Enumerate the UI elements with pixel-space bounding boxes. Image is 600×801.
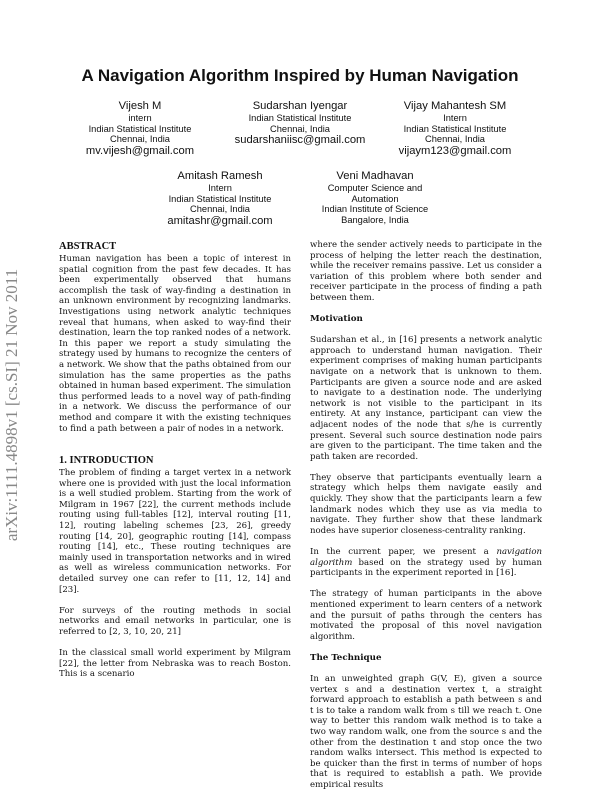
author-location: Chennai, India [110, 134, 170, 144]
paragraph: For surveys of the routing methods in social networks and email networks in particular, one is referred to [2, 3, 10, 20, 21] [59, 605, 291, 637]
technique-heading: The Technique [310, 652, 382, 663]
paragraph: In the classical small world experiment by Milgram [22], the letter from Nebraska was to reach Boston. This is a scenario [59, 648, 291, 680]
author-affiliation: Indian Statistical Institute [403, 123, 507, 134]
author-email: amitashr@gmail.com [167, 214, 273, 227]
author-affiliation: Indian Statistical Institute [248, 113, 352, 123]
paragraph: Sudarshan et al., in [16] presents a network analytic approach to understand human navigation. Their experiment comprises of making human participants navigate on a network that is unknown to them. Participants are given a source node and are asked to navigate to a destination node. The underlying network is not visible to the participant in its entirety. At any instance, participant can view the adjacent nodes of the node that s/he is currently present. Several such source destination node pairs are given to the participant. The time taken and the path taken are recorded. [310, 335, 542, 462]
motivation-heading: Motivation [310, 314, 363, 325]
author-department: Automation [351, 193, 399, 204]
right-column [310, 240, 542, 801]
author-affiliation: Indian Statistical Institute [168, 193, 272, 204]
left-column [59, 240, 291, 691]
abstract-text: Human navigation has been a topic of interest in spatial cognition from the past few decades. It has been experimentally observed that humans accomplish the task of way-finding a destination in an unknown environment by recognizing landmarks. Investigations using network analytic techniques reveal that humans, when asked to way-find their destination, learn the top ranked nodes of a network. In this paper we report a study simulating the strategy used by humans to recognize the centers of a network. We show that the paths obtained from our simulation has the same properties as the paths obtained in human based experiment. The simulation thus performed leads to a novel way of path-finding in a network. We discuss the performance of our method and compare it with the existing techniques to find a path between a pair of nodes in a network. [59, 254, 291, 434]
paragraph: They observe that participants eventually learn a strategy which helps them navigate easily and quickly. They show that the participants learn a few landmark nodes which they use as via media to navigate. They further show that these landmark nodes have superior closeness-centrality ranking. [310, 472, 542, 536]
author-email: sudarshaniisc@gmail.com [234, 134, 366, 146]
author-location: Chennai, India [190, 204, 250, 214]
author-name: Vijesh M [118, 100, 162, 112]
author-email: vijaym123@gmail.com [398, 144, 512, 157]
author-role: intern [128, 113, 152, 123]
author-role: Intern [208, 183, 232, 193]
author-name: Vijay Mahantesh SM [403, 100, 507, 112]
text: In the current paper, we present a [310, 547, 497, 558]
paragraph [310, 547, 542, 579]
author-role: Intern [443, 113, 467, 123]
author-name: Veni Madhavan [336, 170, 414, 182]
paragraph: where the sender actively needs to participate in the process of helping the letter reach the destination, while the receiver remains passive. Let us consider a variation of this problem where both sender and receiver participate in the process of finding a path between them. [310, 240, 542, 303]
author-affiliation: Indian Statistical Institute [88, 123, 192, 134]
author-location: Chennai, India [425, 134, 485, 144]
author-affiliation: Indian Institute of Science [321, 204, 429, 214]
author-email: mv.vijesh@gmail.com [85, 144, 195, 157]
author-location: Bangalore, India [341, 214, 409, 225]
paragraph: In an unweighted graph G(V, E), given a source vertex s and a destination vertex t, a straight forward approach to establish a path between s and t is to take a random walk from s till we reach t. One way to better this random walk method is to take a two way random walk, one from the source s and the other from the destination t and stop once the two random walks intersect. This method is expected to be quicker than the first in terms of number of hops that is required to establish a path. We provide empirical results [310, 673, 542, 790]
emphasis: navigation algorithm [310, 547, 542, 568]
author-name: Sudarshan Iyengar [252, 100, 348, 112]
paragraph: The strategy of human participants in the above mentioned experiment to learn centers of a network and the pursuit of paths through the centers has motivated the proposal of this novel navigation algorithm. [310, 589, 542, 642]
text: based on the strategy used by human participants in the experiment reported in [16]. [310, 557, 542, 579]
author-block [305, 170, 445, 225]
author-block [230, 100, 370, 146]
author-block [80, 100, 200, 157]
introduction-heading: 1. INTRODUCTION [59, 455, 154, 467]
paragraph: The problem of finding a target vertex in a network where one is provided with just the local information is a well studied problem. Starting from the work of Milgram in 1967 [22], the current methods include routing using full-tables [12], interval routing [11, 12], routing labeling schemes [23, 26], greedy routing [14, 20], geographic routing [14], compass routing [14], etc., These routing techniques are mainly used in transportation networks and in wired as well as wireless communication networks. For detailed survey one can refer to [11, 12, 14] and [23]. [59, 468, 291, 595]
author-location: Chennai, India [270, 123, 330, 134]
author-department: Computer Science and [327, 183, 423, 193]
paper-title: A Navigation Algorithm Inspired by Human Navigation [81, 66, 519, 85]
arxiv-stamp: arXiv:1111.4898v1 [cs.SI] 21 Nov 2011 [2, 268, 21, 542]
abstract-heading: ABSTRACT [59, 241, 117, 252]
author-block [385, 100, 525, 157]
author-name: Amitash Ramesh [177, 170, 263, 182]
author-block [150, 170, 290, 227]
